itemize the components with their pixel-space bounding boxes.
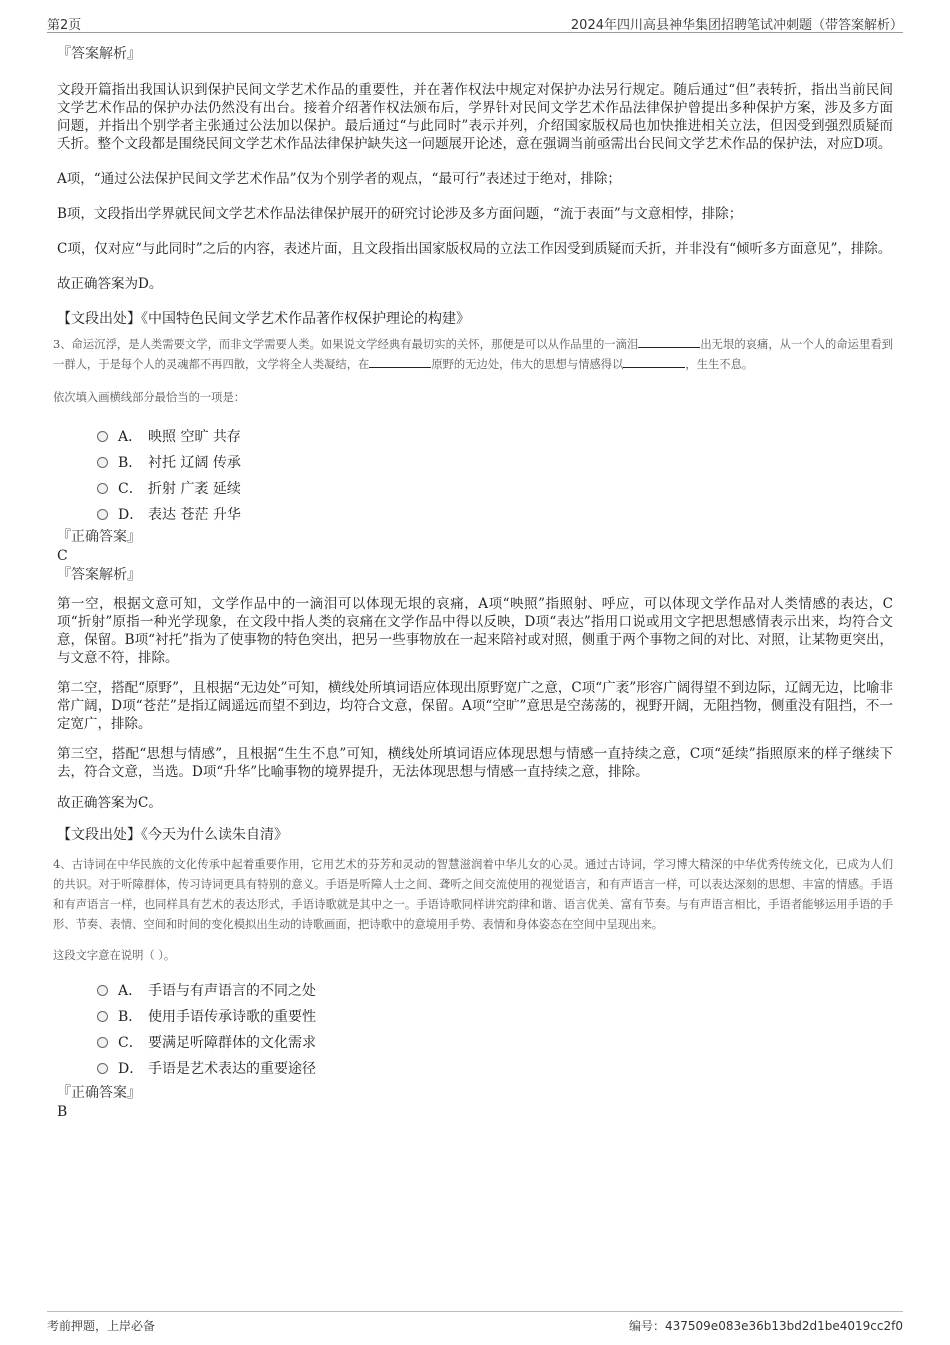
analysis-paragraph: B项，文段指出学界就民间文学艺术作品法律保护展开的研究讨论涉及多方面问题，“流于表面”与文意相悖，排除； xyxy=(57,206,743,222)
source-citation: 【文段出处】《今天为什么读朱自清》 xyxy=(57,827,288,843)
blank-line xyxy=(369,356,431,368)
radio-icon[interactable] xyxy=(97,483,108,494)
radio-icon[interactable] xyxy=(97,1037,108,1048)
correct-answer: C xyxy=(57,548,68,564)
options-list xyxy=(97,423,893,527)
radio-icon[interactable] xyxy=(97,457,108,468)
option-a[interactable]: A． 手语与有声语言的不同之处 xyxy=(97,977,893,1003)
question-text: 4、古诗词在中华民族的文化传承中起着重要作用，它用艺术的芬芳和灵动的智慧滋润着中华儿女的心灵。通过古诗词，学习博大精深的中华优秀传统文化，已成为人们的共识。对于听障群体，传习诗词更具有特别的意义。手语是听障人士之间、聋听之间交流使用的视觉语言，和有声语言一样，可以表达深刻的思想、丰富的情感。手语和有声语言一样，也同样具有艺术的表达形式，手语诗歌就是其中之一。手语诗歌同样讲究韵律和谐、语言优美、富有节奏。与有声语言相比，手语者能够运用手语的手形、节奏、表情、空间和时间的变化模拟出生动的诗歌画面，把诗歌中的意境用手势、表情和身体姿态在空间中呈现出来。 xyxy=(53,858,893,931)
analysis-paragraph: 文段开篇指出我国认识到保护民间文学艺术作品的重要性，并在著作权法中规定对保护办法另行规定。随后通过“但”表转折，指出当前民间文学艺术作品的保护办法仍然没有出台。接着介绍著作权法颁布后，学界针对民间文学艺术作品法律保护曾提出多种保护方案，涉及多方面问题，并指出个别学者主张通过公法加以保护。最后通过“与此同时”表示并列，介绍国家版权局也加快推进相关立法，但因受到强烈质疑而夭折。整个文段都是围绕民间文学艺术作品法律保护缺失这一问题展开论述，意在强调当前亟需出台民间文学艺术作品的保护法，对应D项。 xyxy=(57,82,893,152)
page-header xyxy=(47,10,903,33)
option-d[interactable]: D． 表达 苍茫 升华 xyxy=(97,501,893,527)
question-prompt: 依次填入画横线部分最恰当的一项是： xyxy=(53,391,246,404)
analysis-paragraph: 第一空，根据文意可知，文学作品中的一滴泪可以体现无垠的哀痛，A项“映照”指照射、呼应，可以体现文学作品对人类情感的表达，C项“折射”原指一种光学现象，在文段中指人类的哀痛在文学作品中得以反映，D项“表达”指用口说或用文字把思想感情表示出来，均符合文意，保留。B项“衬托”指为了使事物的特色突出，把另一些事物放在一起来陪衬或对照，侧重于两个事物之间的对比、对照，让某物更突出，与文意不符，排除。 xyxy=(57,596,893,666)
blank-line xyxy=(638,336,700,348)
page-number: 第2页 xyxy=(47,18,82,33)
document-title: 2024年四川高县神华集团招聘笔试冲刺题（带答案解析） xyxy=(570,18,903,33)
analysis-label: 『答案解析』 xyxy=(57,46,141,62)
radio-icon[interactable] xyxy=(97,431,108,442)
conclusion: 故正确答案为D。 xyxy=(57,276,163,292)
blank-line xyxy=(623,356,685,368)
question-text: 3、命运沉浮，是人类需要文学，而非文学需要人类。如果说文学经典有最切实的关怀，那便是可以从作品里的一滴泪 出无垠的哀痛，从一个人的命运里看到一群人，于是每个人的灵魂都不再四散，文学将全人类凝结，在 原野的无边处，伟大的思想与情感得以 ，生生不息。 xyxy=(53,338,893,371)
document-code: 编号：437509e083e36b13bd2d1be4019cc2f0 xyxy=(629,1319,903,1333)
footer-slogan: 考前押题，上岸必备 xyxy=(47,1319,156,1333)
option-b[interactable]: B． 衬托 辽阔 传承 xyxy=(97,449,893,475)
analysis-paragraph: A项，“通过公法保护民间文学艺术作品”仅为个别学者的观点，“最可行”表述过于绝对，排除； xyxy=(57,171,621,187)
option-d[interactable]: D． 手语是艺术表达的重要途径 xyxy=(97,1055,893,1081)
source-citation: 【文段出处】《中国特色民间文学艺术作品著作权保护理论的构建》 xyxy=(57,311,470,327)
option-b[interactable]: B． 使用手语传承诗歌的重要性 xyxy=(97,1003,893,1029)
radio-icon[interactable] xyxy=(97,509,108,520)
correct-answer: B xyxy=(57,1104,68,1120)
page-content xyxy=(53,44,893,1121)
correct-answer-label: 『正确答案』 xyxy=(57,1085,141,1101)
option-c[interactable]: C． 要满足听障群体的文化需求 xyxy=(97,1029,893,1055)
analysis-paragraph: 第二空，搭配“原野”，且根据“无边处”可知，横线处所填词语应体现出原野宽广之意，C项“广袤”形容广阔得望不到边际，辽阔无边，比喻非常广阔，D项“苍茫”是指辽阔遥远而望不到边，均符合文意，保留。A项“空旷”意思是空荡荡的，视野开阔，无阻挡物，侧重没有阻挡，不一定宽广，排除。 xyxy=(57,680,893,732)
page-footer xyxy=(47,1311,903,1336)
conclusion: 故正确答案为C。 xyxy=(57,795,162,811)
option-c[interactable]: C． 折射 广袤 延续 xyxy=(97,475,893,501)
radio-icon[interactable] xyxy=(97,985,108,996)
options-list xyxy=(97,977,893,1081)
correct-answer-label: 『正确答案』 xyxy=(57,529,141,545)
option-a[interactable]: A． 映照 空旷 共存 xyxy=(97,423,893,449)
analysis-paragraph: C项，仅对应“与此同时”之后的内容，表述片面，且文段指出国家版权局的立法工作因受到质疑而夭折，并非没有“倾听多方面意见”，排除。 xyxy=(57,241,892,257)
analysis-paragraph: 第三空，搭配“思想与情感”，且根据“生生不息”可知，横线处所填词语应体现思想与情感一直持续之意，C项“延续”指照原来的样子继续下去，符合文意，当选。D项“升华”比喻事物的境界提升，无法体现思想与情感一直持续之意，排除。 xyxy=(57,746,893,780)
analysis-label: 『答案解析』 xyxy=(57,567,141,583)
question-prompt: 这段文字意在说明（ ）。 xyxy=(53,949,176,962)
radio-icon[interactable] xyxy=(97,1011,108,1022)
radio-icon[interactable] xyxy=(97,1063,108,1074)
